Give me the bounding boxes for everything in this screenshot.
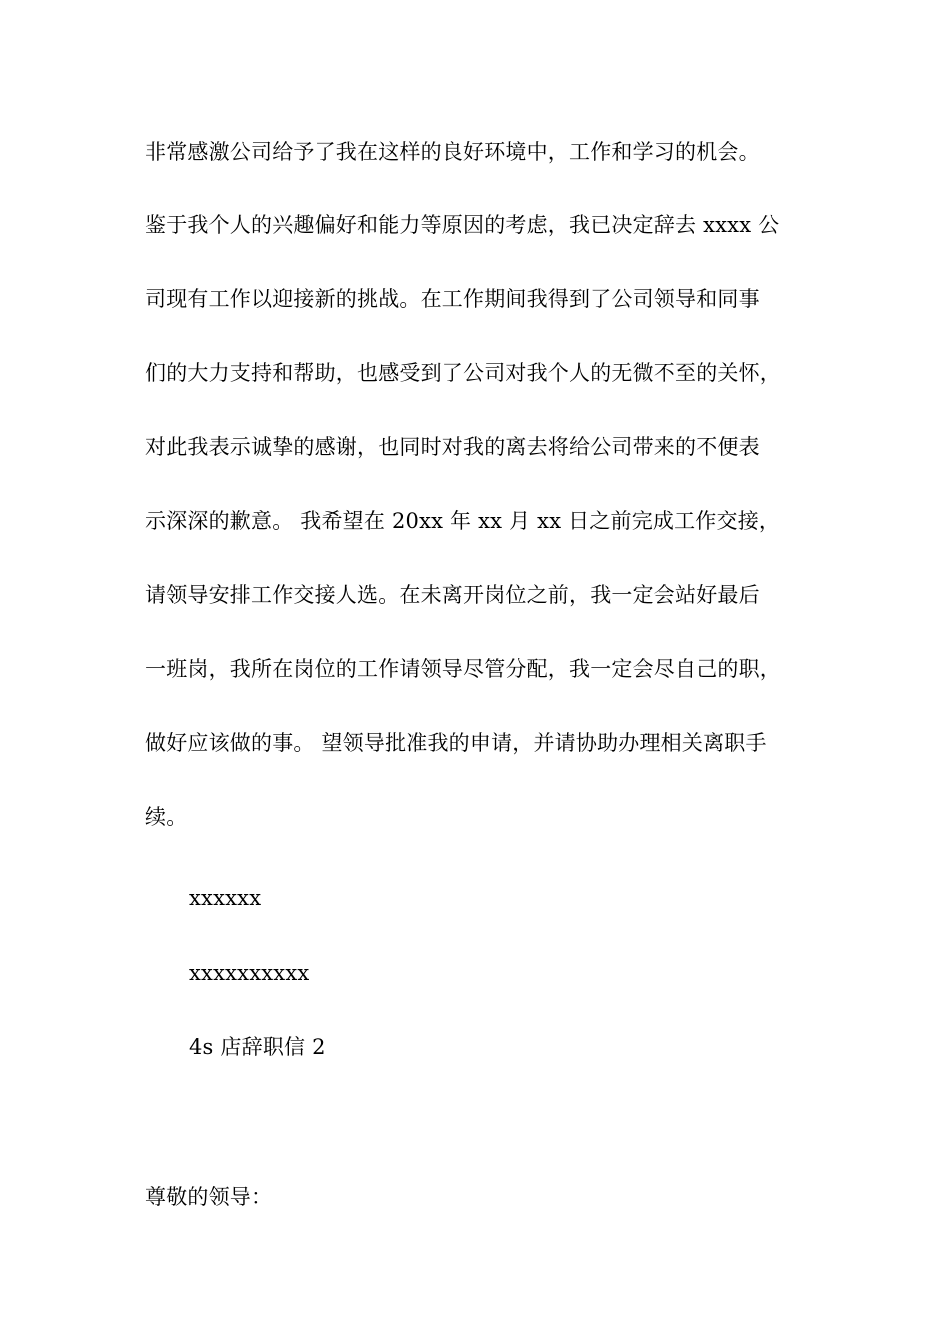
body-line-2: 鉴于我个人的兴趣偏好和能力等原因的考虑，我已决定辞去 xxxx 公 (145, 213, 780, 237)
body-line-1: 非常感激公司给予了我在这样的良好环境中，工作和学习的机会。 (145, 140, 760, 164)
body-line-9: 做好应该做的事。 望领导批准我的申请，并请协助办理相关离职手 (145, 731, 767, 755)
section-title: 4s 店辞职信 2 (189, 1035, 326, 1059)
body-line-8: 一班岗，我所在岗位的工作请领导尽管分配，我一定会尽自己的职， (145, 657, 781, 681)
body-line-3: 司现有工作以迎接新的挑战。在工作期间我得到了公司领导和同事 (145, 287, 760, 311)
signature-date: xxxxxxxxxx (189, 961, 310, 985)
body-line-6: 示深深的歉意。 我希望在 20xx 年 xx 月 xx 日之前完成工作交接， (145, 509, 781, 533)
body-line-4: 们的大力支持和帮助，也感受到了公司对我个人的无微不至的关怀， (145, 361, 781, 385)
body-line-7: 请领导安排工作交接人选。在未离开岗位之前，我一定会站好最后 (145, 583, 760, 607)
body-line-5: 对此我表示诚挚的感谢，也同时对我的离去将给公司带来的不便表 (145, 435, 760, 459)
body-line-10: 续。 (145, 805, 188, 829)
salutation: 尊敬的领导： (145, 1185, 273, 1209)
signature-name: xxxxxx (189, 886, 262, 910)
